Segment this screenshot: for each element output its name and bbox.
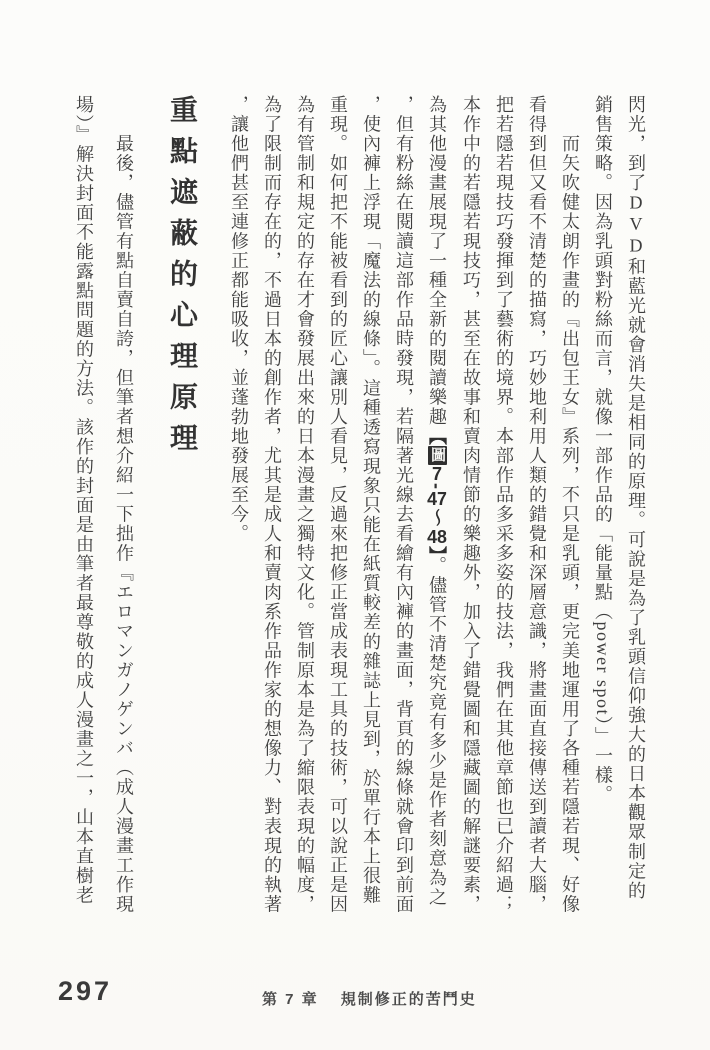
- body-text: 閃光，到了: [626, 95, 646, 193]
- chapter-title: 規制修正的苦鬥史: [340, 991, 477, 1008]
- section-heading: 重點遮蔽的心理原理: [167, 95, 198, 464]
- paragraph-continuation: [586, 95, 652, 917]
- figure-inverted-icon: 圖: [429, 447, 446, 464]
- chapter-label: 第 7 章: [262, 991, 319, 1008]
- body-text: 而矢吹健太朗作畫的『出包王女』系列，不只是乳頭，更完美地運用了各種若隱若現、好像看得到但又看不清楚的描寫，巧妙地利用人類的錯覺和深層意識，將畫面直接傳送到讀者大腦，把若隱若現技巧發揮到了藝術的境界。本部作品多采多姿的技法，我們在其他章節也已介紹過；本作中的若隱若現技巧，甚至在故事和賣肉情節的樂趣外，加入了錯覺圖和隱藏圖的解謎要素，為其他漫畫展現了一種全新的閱讀樂趣: [427, 95, 580, 914]
- figref-wave-dash: 〜: [427, 508, 447, 528]
- body-text: 和藍光就會消失是相同的原理。可說是為了乳頭信仰強大的日本觀眾制定的銷售策略。因為乳頭對粉絲而言，就像一部作品的「能量點（power spot）」一樣。: [593, 95, 646, 901]
- figref-close-bracket: 】: [427, 545, 447, 556]
- paragraph-final: [64, 95, 144, 917]
- figref-number: 47: [427, 490, 447, 508]
- latin-upright-text: DVD: [626, 192, 646, 257]
- figure-reference: [427, 427, 447, 557]
- body-text: 。儘管不清楚究竟有多少是作者刻意為之，但有粉絲在閱讀這部作品時發現，若隔著光線去看繪有內褲的畫面，背頁的線條就會印到前面，使內褲上浮現「魔法的線條」。這種透寫現象只能在紙質較差的雜誌上見到，於單行本上很難重現。如何把不能被看到的匠心讓別人看見，反過來把修正當成表現工具的技術，可以說正是因為有管制和規定的存在才會發展出來的日本漫畫之獨特文化。管制原本是為了縮限表現的幅度，為了限制而存在的，不過日本的創作者，尤其是成人和賣肉系作品作家的想像力、對表現的執著，讓他們甚至連修正都能吸收，並蓬勃地發展至今。: [229, 95, 447, 914]
- running-footer: [262, 988, 477, 1009]
- figref-dash: -: [427, 482, 447, 490]
- figref-number: 7: [431, 464, 442, 483]
- body-text: 最後，儘管有點自賣自誇，但筆者想介紹一下拙作『エロマンガノゲンバ（成人漫畫工作現場）』解決封面不能露點問題的方法。該作的封面是由筆者最尊敬的成人漫畫之一，山本直樹老: [74, 95, 134, 914]
- page-number: 297: [58, 976, 113, 1006]
- figref-number: 48: [427, 527, 447, 546]
- vertical-text-block: [64, 95, 652, 917]
- figref-open-bracket: 【: [427, 426, 447, 446]
- paragraph-main: [222, 95, 586, 917]
